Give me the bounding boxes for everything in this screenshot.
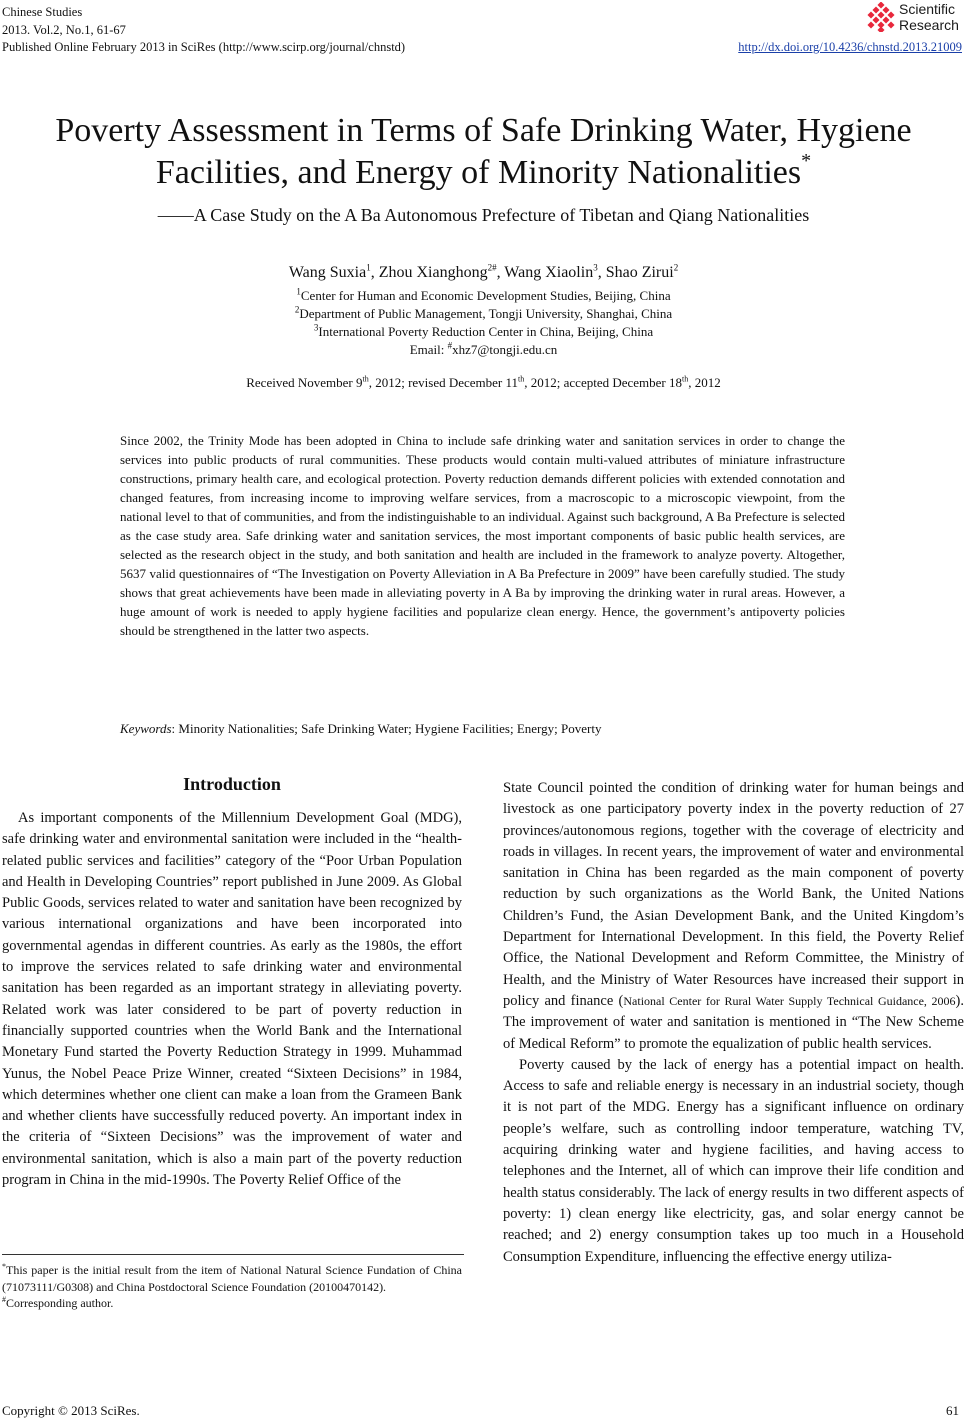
logo-dot <box>882 6 889 13</box>
logo-dot <box>877 11 884 18</box>
title-line-1: Poverty Assessment in Terms of Safe Drinking Water, Hygiene <box>55 112 912 149</box>
footnote-corresponding: #Corresponding author. <box>2 1295 114 1310</box>
paper-title <box>0 110 967 194</box>
journal-name: Chinese Studies <box>2 5 83 19</box>
logo-dot <box>872 16 879 23</box>
section-heading-introduction: Introduction <box>183 774 281 794</box>
title-line-2: Facilities, and Energy of Minority Nationalities* <box>155 149 812 191</box>
citation: National Center for Rural Water Supply Technical Guidance, 2006 <box>623 993 956 1008</box>
abstract: Since 2002, the Trinity Mode has been adopted in China to include safe drinking water and sanitation services in order to change the services into public products of rural communities. These products would contain multi-valued attributes of miniature infrastructure constructions, primary health care, and ecological protection. Poverty reduction demands different policies with extended connotation and changed features, from increasing income to improving welfare services, from a macroscopic to a microscopic viewpoint, from the national level to that of communities, and from the indistinguishable to an individual. Against such background, A Ba Prefecture is selected as the case study area. Safe drinking water and sanitation services, the most important components of basic public health services, are selected as the research object in the study, and both sanitation and health are included in the framework to analyze poverty. Altogether, 5637 valid questionnaires of “The Investigation on Poverty Alleviation in A Ba Prefecture in 2009” have been carefully studied. The study shows that great achievements have been made in alleviating poverty in A Ba by improving the drinking water in rural areas. However, a huge amount of work is needed to apply hygiene facilities and popularize clean energy. Hence, the government’s antipoverty policies should be strengthened in the latter two aspects. <box>120 433 845 638</box>
logo-dot <box>882 16 889 23</box>
copyright: Copyright © 2013 SciRes. <box>2 1403 140 1418</box>
received-dates: Received November 9th, 2012; revised December 11th, 2012; accepted December 18th, 2012 <box>246 374 721 390</box>
body-paragraph: As important components of the Millennium Development Goal (MDG), safe drinking water and environmental sanitation were included in the “health-related public services and facilities” category of the “Poor Urban Population and Health in Developing Countries” report published in June 2009. As Global Public Goods, services related to water and sanitation have been recognized by various international organizations and have been incorporated into governmental agendas in different countries. As early as the 1980s, the effort to improve the services related to safe drinking water and environmental sanitation has been regarded as an important strategy in alleviating poverty. Related work was later considered to be part of poverty reduction in financially supported countries when the World Bank and the International Monetary Fund started the Poverty Reduction Strategy in 1999. Muhammad Yunus, the Nobel Peace Prize Winner, created “Sixteen Decisions” in 1984, which determines whether one client can make a loan from the Grameen Bank and whether clients have successfully reduced poverty. An important index in the criteria of “Sixteen Decisions” was the improvement of water and environmental sanitation, which is also a main part of the poverty reduction program in China in the mid-1990s. The Poverty Relief Office of the <box>2 810 462 1189</box>
left-column <box>2 808 462 1191</box>
logo-dot <box>887 21 894 28</box>
logo-dot <box>877 26 884 32</box>
scientific-research-logo <box>866 0 966 36</box>
keywords-label: Keywords <box>120 721 172 736</box>
logo-dot <box>872 6 879 13</box>
doi-link[interactable]: http://dx.doi.org/10.4236/chnstd.2013.21009 <box>738 40 962 54</box>
affiliation-2: $^2$Department of Public Management, Tongji University, Shanghai, China <box>294 304 673 321</box>
journal-volume: 2013. Vol.2, No.1, 61-67 <box>2 22 126 37</box>
right-column <box>503 778 964 1268</box>
title-footnote-mark: * <box>801 149 812 172</box>
footnote-funding: *This paper is the initial result from the item of National Natural Science Fundation of China (71073111/G0308) and China Postdoctoral Science Foundation (20100470142). <box>2 1262 462 1294</box>
logo-dot <box>867 21 874 28</box>
logo-dot <box>867 11 874 18</box>
footnote-divider <box>2 1254 464 1255</box>
journal-header <box>2 4 405 57</box>
keywords-text: : Minority Nationalities; Safe Drinking Water; Hygiene Facilities; Energy; Poverty <box>171 721 602 736</box>
page-number: 61 <box>946 1403 959 1418</box>
logo-dot <box>887 11 894 18</box>
footnotes <box>2 1262 462 1312</box>
logo-dot <box>877 2 884 9</box>
author-list: Wang Suxia$^1$, Zhou Xianghong$^{2\#}$, Wang Xiaolin$^3$, Shao Zirui$^2$ <box>288 262 679 281</box>
body-paragraph: State Council pointed the condition of drinking water for human beings and livestock as one participatory poverty index in the poverty reduction of 27 provinces/autonomous regions, together with the coverage of electricity and roads in villages. In recent years, the improvement of water and environmental sanitation in China has been regarded as the main component of poverty reduction by such organizations as the World Bank, the United Nations Children’s Fund, the Asian Development Bank, and the United Kingdom’s Department for International Development. In this field, the Poverty Relief Office, the National Development and Reform Committee, the Ministry of Health, and the Ministry of Water Resources have increased their support in policy and finance (National Center for Rural Water Supply Technical Guidance, 2006). The improvement of water and sanitation is mentioned in “The New Scheme of Medical Reform” to promote the equalization of public health services. <box>503 780 965 1052</box>
affiliation-1: $^1$Center for Human and Economic Development Studies, Beijing, China <box>296 286 671 303</box>
paper-subtitle: ——A Case Study on the A Ba Autonomous Prefecture of Tibetan and Qiang Nationalities <box>157 205 810 225</box>
author-email: Email: #xhz7@tongji.edu.cn <box>409 340 558 357</box>
body-paragraph: Poverty caused by the lack of energy has a potential impact on health. Access to safe and reliable energy is necessary in an industrial society, though it is not part of the MDG. Energy has a significant influence on ordinary people’s welfare, such as controlling indoor temperature, watching TV, acquiring drinking water and hygiene facilities, and having access to telephones and the Internet, all of which can improve their life condition and health status considerably. The lack of energy results in two different aspects of poverty: 1) clean energy like electricity, gas, and solar energy cannot be reached; and 2) energy consumption takes up too much in a Household Consumption Expenditure, influencing the effective energy utiliza- <box>503 1056 964 1265</box>
keywords <box>120 721 601 737</box>
affiliation-3: $^3$International Poverty Reduction Center in China, Beijing, China <box>313 322 654 339</box>
logo-icon <box>866 2 896 32</box>
logo-text: Scientific Research <box>899 1 959 33</box>
publication-info: Published Online February 2013 in SciRes (http://www.scirp.org/journal/chnstd) <box>2 40 406 54</box>
